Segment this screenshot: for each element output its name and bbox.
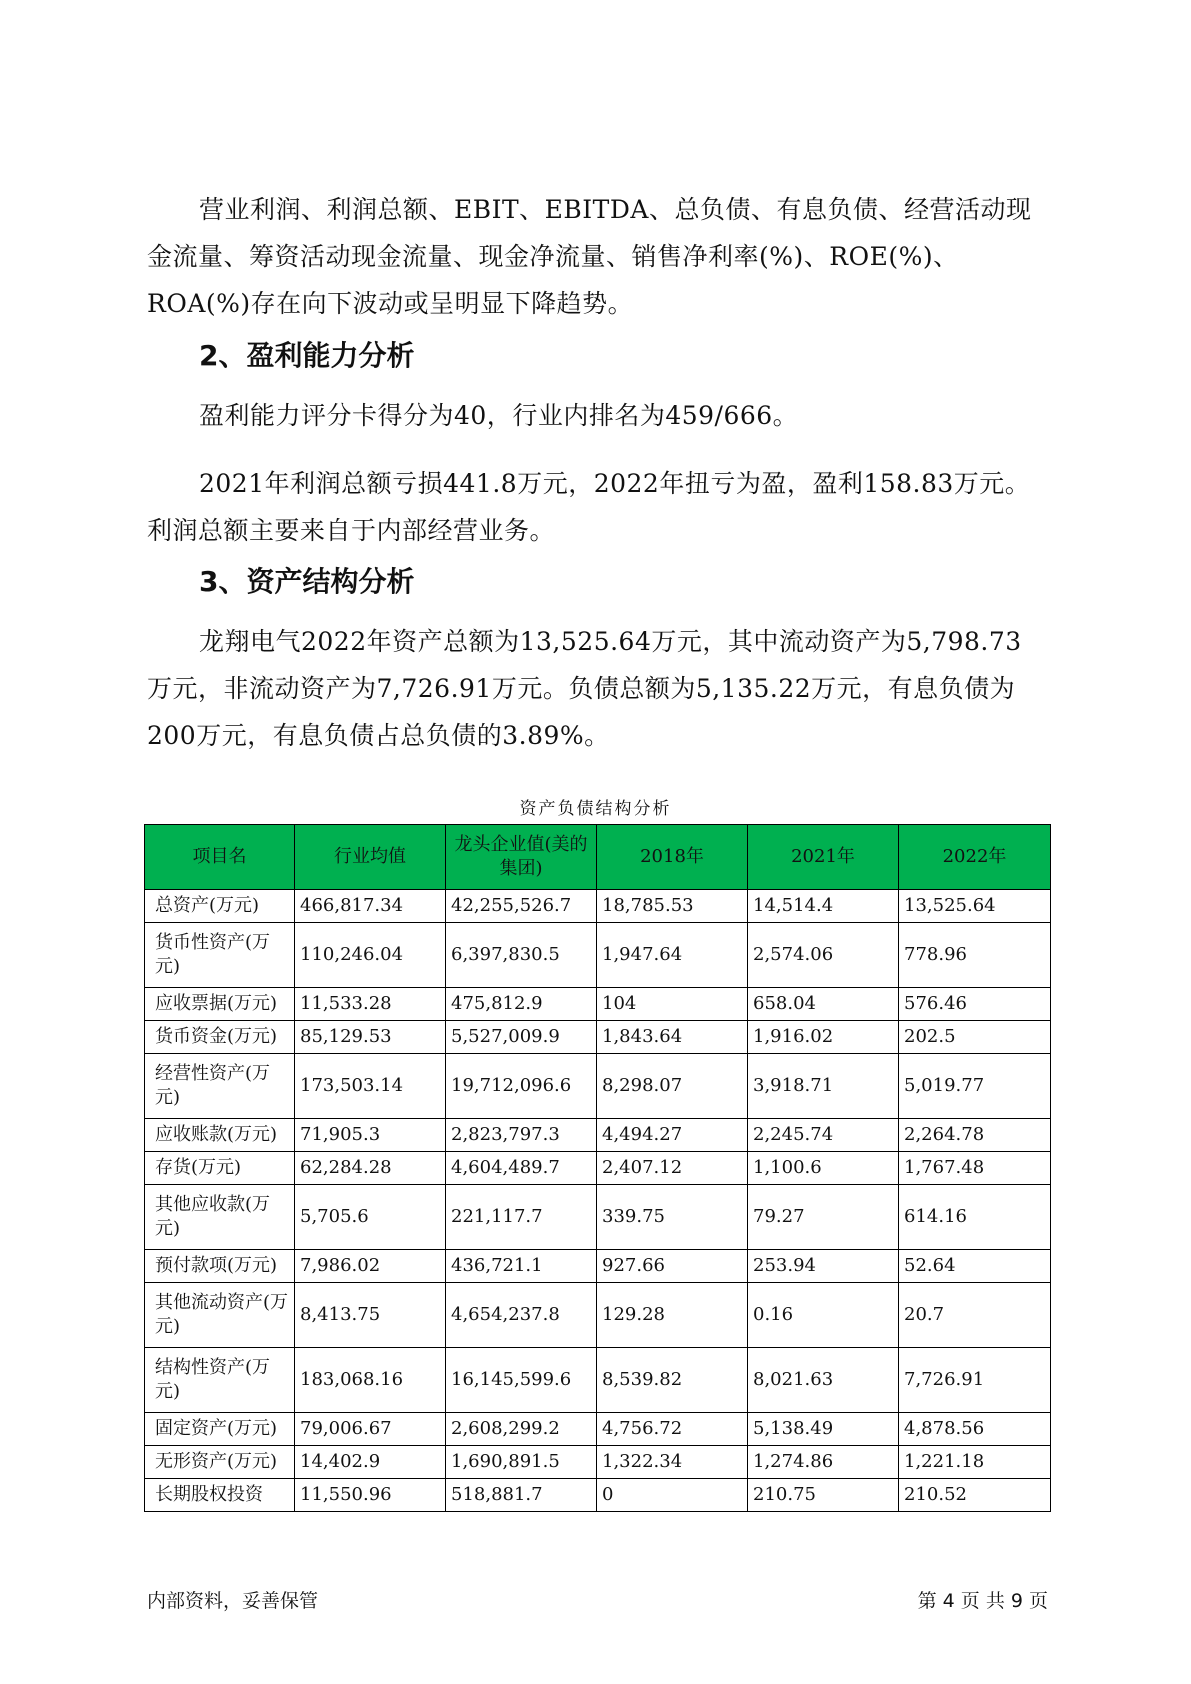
cell-2021: 0.16 — [748, 1283, 899, 1348]
cell-leader-value: 436,721.1 — [446, 1250, 597, 1283]
table-row — [145, 1119, 1051, 1152]
cell-leader-value: 2,823,797.3 — [446, 1119, 597, 1152]
row-label: 经营性资产(万元) — [145, 1054, 295, 1119]
row-label: 无形资产(万元) — [145, 1446, 295, 1479]
row-label: 长期股权投资 — [145, 1479, 295, 1512]
row-label: 总资产(万元) — [145, 890, 295, 923]
cell-2018: 2,407.12 — [597, 1152, 748, 1185]
row-label: 预付款项(万元) — [145, 1250, 295, 1283]
cell-2021: 1,274.86 — [748, 1446, 899, 1479]
cell-industry-avg: 173,503.14 — [295, 1054, 446, 1119]
table-header-row — [145, 825, 1051, 890]
cell-industry-avg: 85,129.53 — [295, 1021, 446, 1054]
column-header: 2021年 — [748, 825, 899, 890]
column-header: 2022年 — [899, 825, 1051, 890]
row-label: 货币性资产(万元) — [145, 923, 295, 988]
balance-sheet-table — [144, 824, 1051, 1512]
table-row — [145, 1185, 1051, 1250]
cell-leader-value: 42,255,526.7 — [446, 890, 597, 923]
cell-2021: 1,916.02 — [748, 1021, 899, 1054]
section-heading-profitability: 2、盈利能力分析 — [199, 339, 415, 372]
cell-industry-avg: 14,402.9 — [295, 1446, 446, 1479]
table-row — [145, 988, 1051, 1021]
cell-2022: 576.46 — [899, 988, 1051, 1021]
cell-2022: 5,019.77 — [899, 1054, 1051, 1119]
cell-2022: 2,264.78 — [899, 1119, 1051, 1152]
row-label: 结构性资产(万元) — [145, 1348, 295, 1413]
row-label: 存货(万元) — [145, 1152, 295, 1185]
table-row — [145, 890, 1051, 923]
cell-2018: 8,539.82 — [597, 1348, 748, 1413]
cell-2021: 3,918.71 — [748, 1054, 899, 1119]
cell-industry-avg: 110,246.04 — [295, 923, 446, 988]
cell-2022: 1,767.48 — [899, 1152, 1051, 1185]
cell-2018: 4,756.72 — [597, 1413, 748, 1446]
cell-2018: 0 — [597, 1479, 748, 1512]
cell-2018: 18,785.53 — [597, 890, 748, 923]
cell-2022: 20.7 — [899, 1283, 1051, 1348]
cell-2018: 4,494.27 — [597, 1119, 748, 1152]
column-header: 项目名 — [145, 825, 295, 890]
cell-industry-avg: 11,533.28 — [295, 988, 446, 1021]
cell-2022: 202.5 — [899, 1021, 1051, 1054]
column-header: 龙头企业值(美的集团) — [446, 825, 597, 890]
row-label: 应收票据(万元) — [145, 988, 295, 1021]
table-row — [145, 1152, 1051, 1185]
cell-industry-avg: 183,068.16 — [295, 1348, 446, 1413]
column-header: 行业均值 — [295, 825, 446, 890]
row-label: 货币资金(万元) — [145, 1021, 295, 1054]
cell-2021: 253.94 — [748, 1250, 899, 1283]
cell-2022: 7,726.91 — [899, 1348, 1051, 1413]
cell-industry-avg: 8,413.75 — [295, 1283, 446, 1348]
asset-structure-paragraph: 龙翔电气2022年资产总额为13,525.64万元，其中流动资产为5,798.73万元，非流动资产为7,726.91万元。负债总额为5,135.22万元，有息负债为200万元，有息负债占总负债的3.89%。 — [147, 627, 1022, 750]
cell-2021: 658.04 — [748, 988, 899, 1021]
table-row — [145, 1413, 1051, 1446]
cell-industry-avg: 466,817.34 — [295, 890, 446, 923]
cell-industry-avg: 11,550.96 — [295, 1479, 446, 1512]
cell-2022: 13,525.64 — [899, 890, 1051, 923]
table-row — [145, 923, 1051, 988]
table-row — [145, 1446, 1051, 1479]
cell-leader-value: 2,608,299.2 — [446, 1413, 597, 1446]
cell-2018: 8,298.07 — [597, 1054, 748, 1119]
cell-leader-value: 4,654,237.8 — [446, 1283, 597, 1348]
cell-leader-value: 221,117.7 — [446, 1185, 597, 1250]
cell-2021: 2,245.74 — [748, 1119, 899, 1152]
cell-leader-value: 1,690,891.5 — [446, 1446, 597, 1479]
cell-industry-avg: 71,905.3 — [295, 1119, 446, 1152]
cell-leader-value: 16,145,599.6 — [446, 1348, 597, 1413]
row-label: 其他应收款(万元) — [145, 1185, 295, 1250]
cell-industry-avg: 5,705.6 — [295, 1185, 446, 1250]
profit-total-paragraph: 2021年利润总额亏损441.8万元，2022年扭亏为盈，盈利158.83万元。利润总额主要来自于内部经营业务。 — [147, 469, 1031, 545]
cell-leader-value: 518,881.7 — [446, 1479, 597, 1512]
cell-2018: 1,843.64 — [597, 1021, 748, 1054]
cell-industry-avg: 62,284.28 — [295, 1152, 446, 1185]
cell-leader-value: 4,604,489.7 — [446, 1152, 597, 1185]
cell-2022: 1,221.18 — [899, 1446, 1051, 1479]
table-row — [145, 1348, 1051, 1413]
cell-2021: 5,138.49 — [748, 1413, 899, 1446]
section-heading-asset-structure: 3、资产结构分析 — [199, 565, 415, 598]
table-row — [145, 1054, 1051, 1119]
cell-2018: 339.75 — [597, 1185, 748, 1250]
cell-2022: 614.16 — [899, 1185, 1051, 1250]
cell-2021: 8,021.63 — [748, 1348, 899, 1413]
cell-2018: 1,322.34 — [597, 1446, 748, 1479]
table-row — [145, 1250, 1051, 1283]
cell-industry-avg: 7,986.02 — [295, 1250, 446, 1283]
cell-2021: 79.27 — [748, 1185, 899, 1250]
table-row — [145, 1479, 1051, 1512]
cell-2022: 52.64 — [899, 1250, 1051, 1283]
cell-2021: 1,100.6 — [748, 1152, 899, 1185]
cell-2021: 210.75 — [748, 1479, 899, 1512]
table-row — [145, 1283, 1051, 1348]
cell-2022: 210.52 — [899, 1479, 1051, 1512]
cell-2022: 4,878.56 — [899, 1413, 1051, 1446]
cell-2022: 778.96 — [899, 923, 1051, 988]
cell-2018: 129.28 — [597, 1283, 748, 1348]
cell-leader-value: 6,397,830.5 — [446, 923, 597, 988]
intro-paragraph: 营业利润、利润总额、EBIT、EBITDA、总负债、有息负债、经营活动现金流量、筹资活动现金流量、现金净流量、销售净利率(%)、ROE(%)、ROA(%)存在向下波动或呈明显下降趋势。 — [147, 195, 1032, 318]
cell-industry-avg: 79,006.67 — [295, 1413, 446, 1446]
profitability-score-paragraph: 盈利能力评分卡得分为40，行业内排名为459/666。 — [199, 401, 799, 430]
cell-leader-value: 19,712,096.6 — [446, 1054, 597, 1119]
table-row — [145, 1021, 1051, 1054]
cell-2021: 2,574.06 — [748, 923, 899, 988]
cell-2018: 1,947.64 — [597, 923, 748, 988]
footer-confidential-note: 内部资料，妥善保管 — [147, 1590, 319, 1612]
table-caption: 资产负债结构分析 — [519, 799, 672, 819]
page-number: 第 4 页 共 9 页 — [917, 1590, 1048, 1612]
cell-leader-value: 475,812.9 — [446, 988, 597, 1021]
cell-2018: 104 — [597, 988, 748, 1021]
cell-leader-value: 5,527,009.9 — [446, 1021, 597, 1054]
column-header: 2018年 — [597, 825, 748, 890]
cell-2021: 14,514.4 — [748, 890, 899, 923]
row-label: 固定资产(万元) — [145, 1413, 295, 1446]
row-label: 应收账款(万元) — [145, 1119, 295, 1152]
row-label: 其他流动资产(万元) — [145, 1283, 295, 1348]
cell-2018: 927.66 — [597, 1250, 748, 1283]
